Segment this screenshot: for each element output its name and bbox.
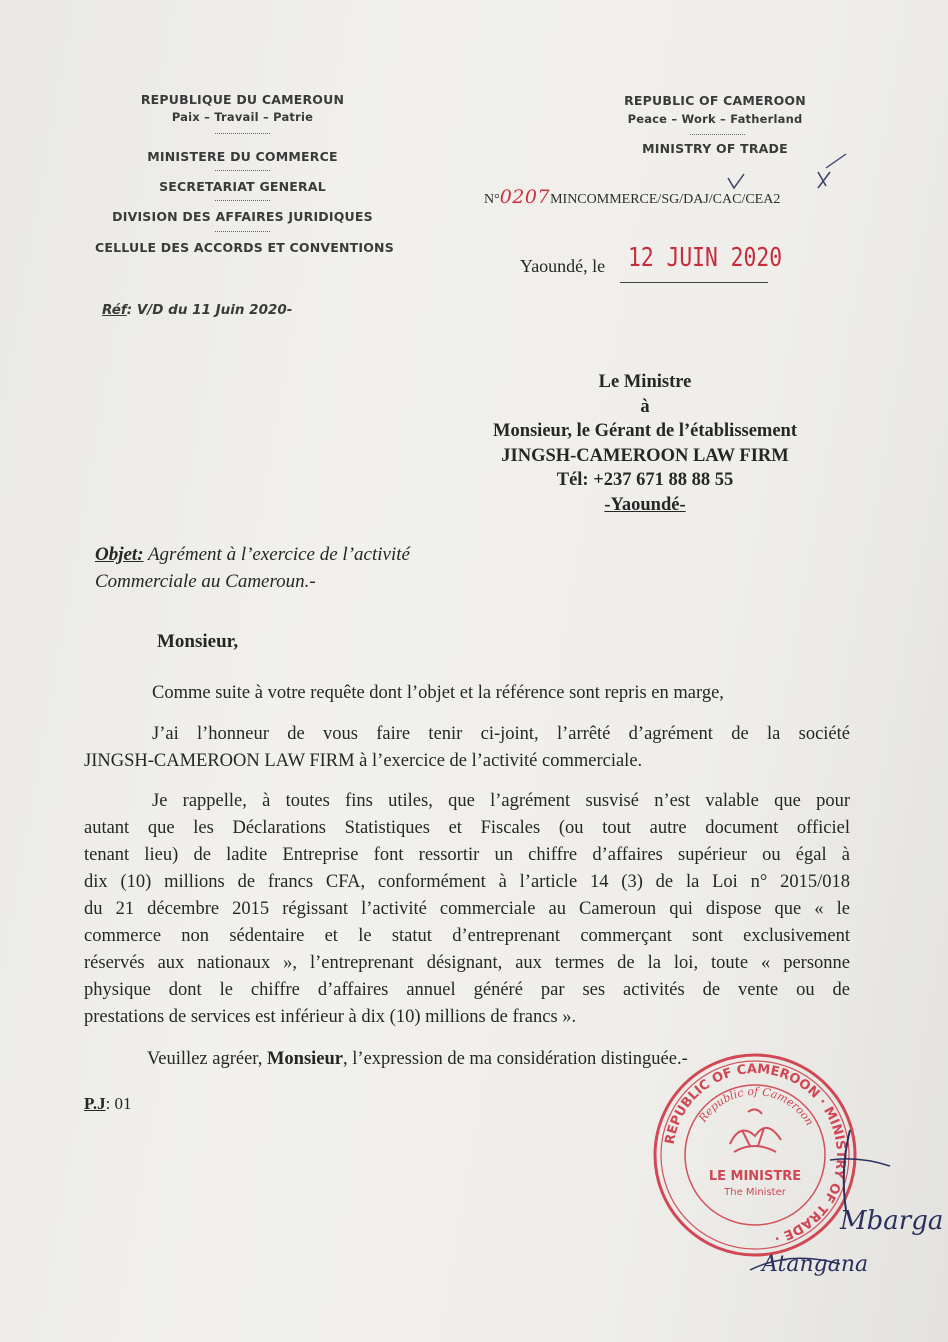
ref-text: : V/D du 11 Juin 2020-: [126, 302, 293, 318]
header-en-motto: Peace – Work – Fatherland: [627, 112, 803, 126]
stamp-role-fr: LE MINISTRE: [708, 1169, 802, 1184]
closing-bold: Monsieur: [266, 1049, 344, 1069]
header-fr-ministry: MINISTERE DU COMMERCE: [147, 149, 338, 164]
attachment-label: P.J: [84, 1094, 106, 1113]
subject-label: Objet:: [95, 544, 144, 565]
divider: [215, 170, 270, 171]
closing: [147, 1049, 688, 1070]
signature-line2: Atangana: [762, 1252, 869, 1277]
stamp-outer-path: REPUBLIC OF CAMEROON · MINISTRY OF TRADE ·: [662, 1061, 849, 1246]
reference-prefix: N°: [484, 192, 500, 207]
stamp-role-en: The Minister: [724, 1187, 786, 1198]
ref-label: Réf: [102, 302, 127, 318]
divider: [215, 133, 270, 134]
body-line: J’ai l’honneur de vous faire tenir ci-joint, l’arrêté d’agrément de la société: [152, 724, 850, 744]
body-line: Comme suite à votre requête dont l’objet et la référence sont repris en marge,: [152, 683, 724, 703]
body-line: tenant lieu) de ladite Entreprise font ressortir un chiffre d’affaires supérieur ou égal à: [84, 845, 850, 865]
addressee-company: JINGSH-CAMEROON LAW FIRM: [501, 445, 789, 466]
divider: [690, 134, 745, 135]
body-paragraph-3: [84, 788, 850, 1031]
date-stamp: 12 JUIN 2020: [628, 243, 783, 273]
attachment-value: : 01: [105, 1094, 132, 1113]
date-underline: [620, 282, 768, 283]
ref-line: [102, 302, 292, 318]
divider: [215, 231, 270, 232]
header-fr-country: REPUBLIQUE DU CAMEROUN: [140, 92, 345, 107]
header-fr-motto: Paix – Travail – Patrie: [171, 110, 314, 124]
body-paragraph-2: [84, 721, 850, 775]
subject-line2: Commerciale au Cameroun.-: [95, 571, 316, 592]
addressee-phone: Tél: +237 671 88 88 55: [556, 470, 734, 490]
addressee-block: [470, 370, 820, 517]
attachment: [84, 1094, 132, 1114]
closing-post: , l’expression de ma considération distinguée.-: [343, 1049, 688, 1069]
subject: [95, 541, 410, 595]
body-line: dix (10) millions de francs CFA, conformément à l’article 14 (3) de la Loi n° 2015/018: [84, 872, 850, 892]
body-line: Je rappelle, à toutes fins utiles, que l’agrément susvisé n’est valable que pour: [152, 791, 850, 811]
closing-pre: Veuillez agréer,: [147, 1049, 267, 1069]
initials-marks: [700, 150, 850, 200]
header-en-country: REPUBLIC OF CAMEROON: [624, 93, 806, 108]
stamp-inner-path: Republic of Cameroon: [696, 1084, 817, 1128]
header-fr-secretariat: SECRETARIAT GENERAL: [159, 179, 326, 194]
body-line: commerce non sédentaire et le statut d’entreprenant commerçant sont exclusivement: [84, 926, 850, 946]
body-line: JINGSH-CAMEROON LAW FIRM à l’exercice de l’activité commerciale.: [84, 751, 643, 771]
addressee-from: Le Ministre: [598, 372, 692, 392]
signature-line1: Mbarga: [840, 1206, 944, 1236]
body-line: prestations de services est inférieur à dix (10) millions de francs ».: [84, 1007, 577, 1027]
header-en-ministry: MINISTRY OF TRADE: [642, 141, 788, 156]
date-label: Yaoundé, le: [520, 256, 606, 276]
reference-suffix: MINCOMMERCE/SG/DAJ/CAC/CEA2: [550, 192, 781, 207]
body-line: autant que les Déclarations Statistiques et Fiscales (ou tout autre document officiel: [84, 818, 850, 838]
salutation: Monsieur,: [157, 631, 239, 652]
reference-handwritten-number: 0207: [499, 186, 551, 208]
body-paragraph-1: [84, 680, 850, 707]
addressee-to: à: [640, 396, 650, 417]
addressee-city: -Yaoundé-: [604, 494, 686, 515]
header-fr-cell: CELLULE DES ACCORDS ET CONVENTIONS: [95, 240, 394, 255]
addressee-recipient: Monsieur, le Gérant de l’établissement: [492, 421, 797, 441]
body-line: du 21 décembre 2015 régissant l’activité commerciale au Cameroun qui dispose que « le: [84, 899, 850, 919]
subject-line1: Agrément à l’exercice de l’activité: [143, 544, 410, 565]
header-fr-division: DIVISION DES AFFAIRES JURIDIQUES: [112, 209, 373, 224]
body-line: physique dont le chiffre d’affaires annuel généré par ses activités de vente ou de: [84, 980, 850, 1000]
divider: [215, 200, 270, 201]
body-line: réservés aux nationaux », l’entreprenant désignant, aux termes de la loi, toute « personne: [84, 953, 850, 973]
